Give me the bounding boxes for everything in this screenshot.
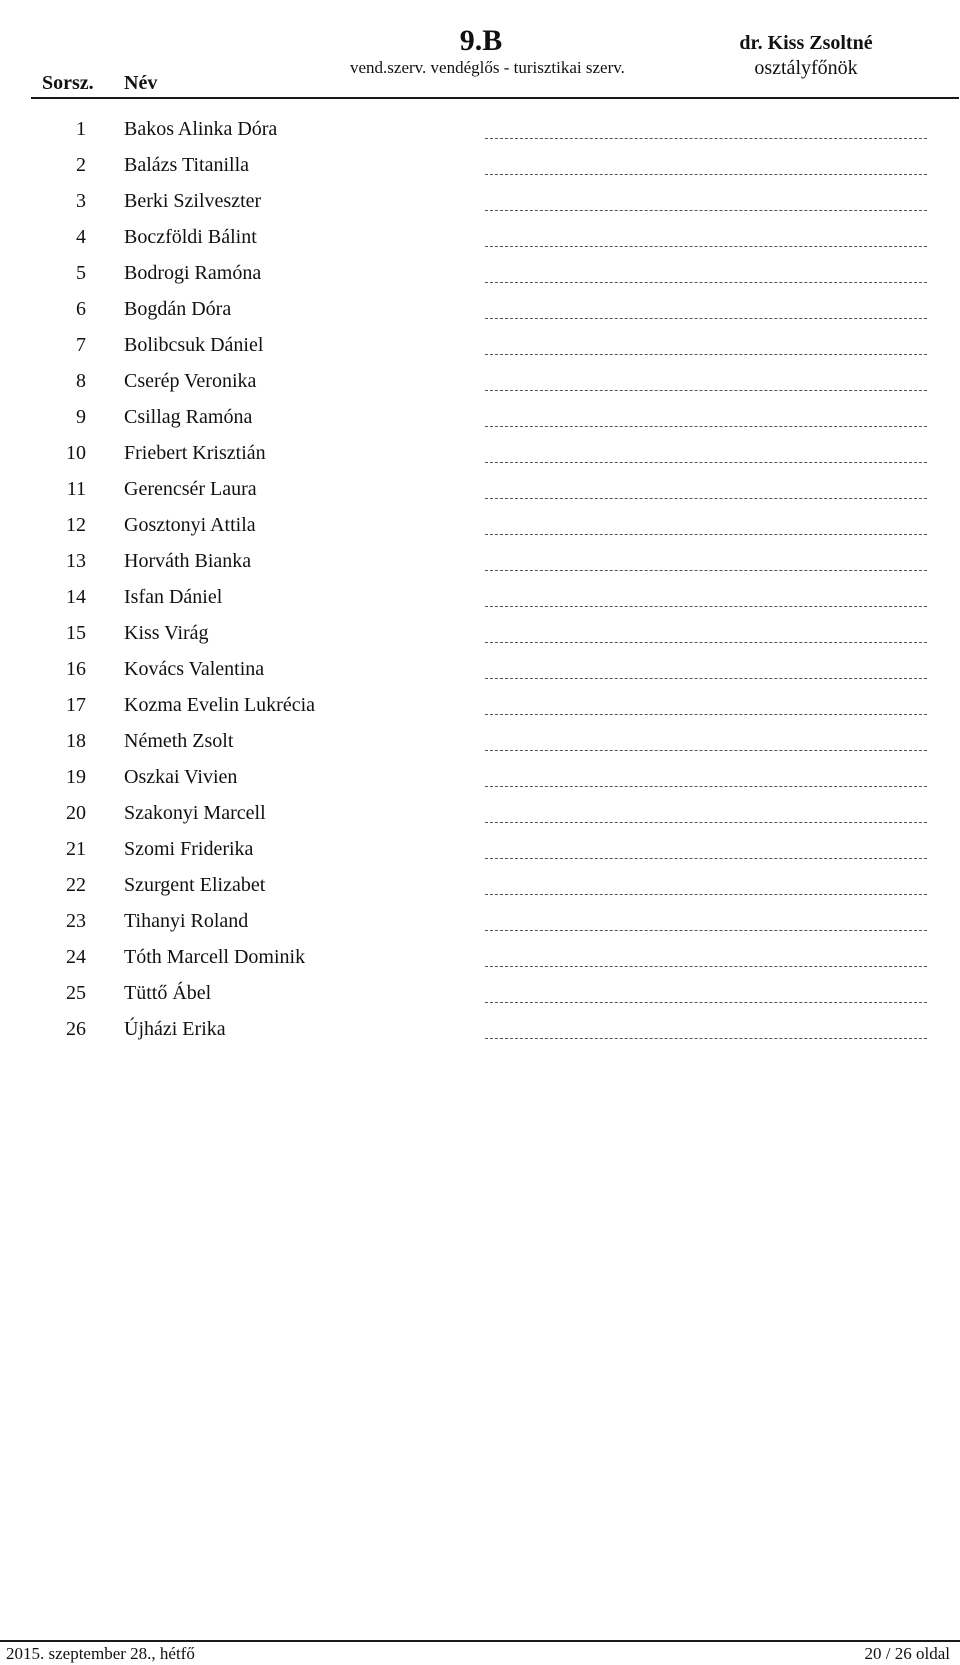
student-row [0,977,960,1013]
student-row [0,689,960,725]
footer-page-number: 20 / 26 oldal [864,1644,950,1663]
student-name: Boczföldi Bálint [124,226,257,248]
signature-line [485,822,927,823]
student-number: 13 [66,550,86,572]
signature-line [485,390,927,391]
student-number: 25 [66,982,86,1004]
student-name: Tihanyi Roland [124,910,249,932]
student-name: Újházi Erika [124,1018,226,1040]
student-number: 21 [66,838,86,860]
student-name: Cserép Veronika [124,370,257,392]
student-row [0,437,960,473]
signature-line [485,1038,927,1039]
student-name: Oszkai Vivien [124,766,238,788]
student-name: Gerencsér Laura [124,478,257,500]
student-name: Kozma Evelin Lukrécia [124,694,316,716]
student-number: 4 [76,226,86,248]
student-row [0,113,960,149]
signature-line [485,642,927,643]
student-name: Isfan Dániel [124,586,223,608]
header-divider [31,97,959,99]
signature-line [485,750,927,751]
teacher-name: dr. Kiss Zsoltné [739,32,873,54]
student-row [0,797,960,833]
student-row [0,1013,960,1049]
student-name: Németh Zsolt [124,730,234,752]
student-number: 24 [66,946,86,968]
signature-line [485,138,927,139]
student-row [0,257,960,293]
student-row [0,581,960,617]
student-number: 6 [76,298,86,320]
footer-divider [0,1640,960,1642]
teacher-role: osztályfőnök [754,57,858,79]
signature-line [485,354,927,355]
student-row [0,185,960,221]
student-number: 2 [76,154,86,176]
student-number: 12 [66,514,86,536]
student-number: 10 [66,442,86,464]
student-number: 15 [66,622,86,644]
student-row [0,869,960,905]
student-name: Tóth Marcell Dominik [124,946,306,968]
student-number: 14 [66,586,86,608]
page-header [0,0,960,100]
student-row [0,833,960,869]
signature-line [485,858,927,859]
signature-line [485,318,927,319]
signature-line [485,210,927,211]
student-number: 16 [66,658,86,680]
footer-date: 2015. szeptember 28., hétfő [6,1644,195,1663]
student-row [0,617,960,653]
class-track: vend.szerv. vendéglős - turisztikai szerv. [350,58,625,77]
student-row [0,509,960,545]
student-number: 3 [76,190,86,212]
student-name: Szakonyi Marcell [124,802,266,824]
signature-line [485,606,927,607]
student-name: Gosztonyi Attila [124,514,256,536]
student-list [0,113,960,1049]
student-row [0,905,960,941]
signature-line [485,678,927,679]
student-number: 17 [66,694,86,716]
signature-line [485,174,927,175]
student-name: Tüttő Ábel [124,982,212,1004]
student-row [0,221,960,257]
column-header-number: Sorsz. [42,72,94,94]
student-row [0,401,960,437]
signature-line [485,966,927,967]
student-number: 20 [66,802,86,824]
signature-line [485,246,927,247]
student-number: 19 [66,766,86,788]
student-name: Bogdán Dóra [124,298,232,320]
student-name: Bodrogi Ramóna [124,262,262,284]
signature-line [485,462,927,463]
student-row [0,365,960,401]
student-number: 26 [66,1018,86,1040]
signature-line [485,930,927,931]
student-number: 8 [76,370,86,392]
column-header-name: Név [124,72,158,94]
student-row [0,725,960,761]
student-name: Szomi Friderika [124,838,254,860]
signature-line [485,498,927,499]
student-name: Szurgent Elizabet [124,874,266,896]
signature-line [485,426,927,427]
student-row [0,545,960,581]
student-name: Friebert Krisztián [124,442,266,464]
student-row [0,473,960,509]
student-row [0,293,960,329]
student-name: Kiss Virág [124,622,209,644]
student-number: 7 [76,334,86,356]
teacher-info [720,30,892,80]
student-name: Csillag Ramóna [124,406,253,428]
student-number: 9 [76,406,86,428]
signature-line [485,570,927,571]
student-row [0,941,960,977]
signature-line [485,894,927,895]
student-name: Balázs Titanilla [124,154,249,176]
student-name: Kovács Valentina [124,658,265,680]
class-name: 9.B [459,24,503,57]
signature-line [485,534,927,535]
signature-line [485,1002,927,1003]
signature-line [485,786,927,787]
student-row [0,329,960,365]
student-number: 11 [66,478,86,500]
student-row [0,653,960,689]
student-number: 5 [76,262,86,284]
student-number: 1 [76,118,86,140]
signature-line [485,714,927,715]
student-name: Bolibcsuk Dániel [124,334,264,356]
student-number: 18 [66,730,86,752]
student-row [0,761,960,797]
student-number: 22 [66,874,86,896]
student-name: Horváth Bianka [124,550,252,572]
class-info [350,24,625,78]
student-name: Bakos Alinka Dóra [124,118,278,140]
student-number: 23 [66,910,86,932]
student-row [0,149,960,185]
student-name: Berki Szilveszter [124,190,262,212]
signature-line [485,282,927,283]
